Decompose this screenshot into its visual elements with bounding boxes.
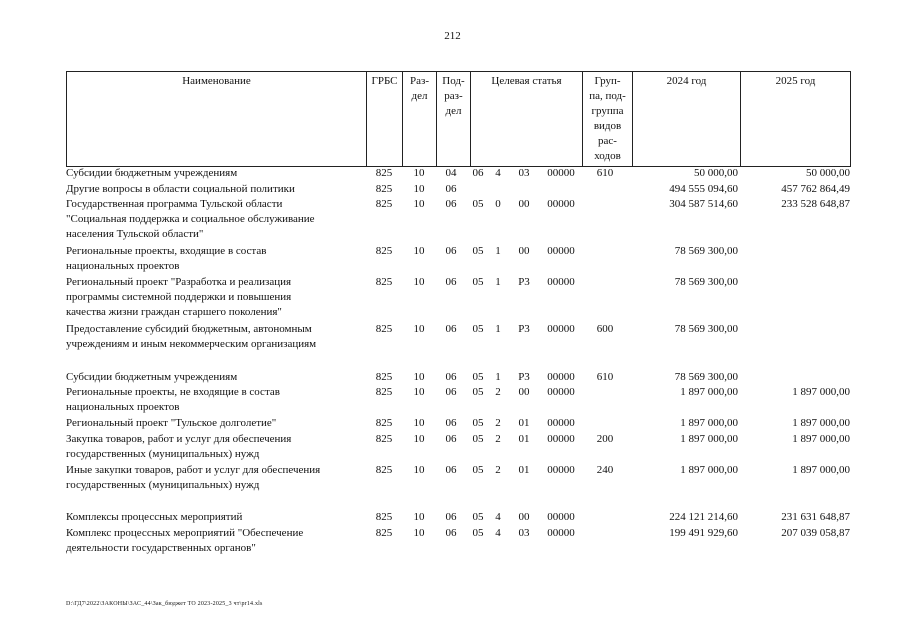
row-razdel: 10 (413, 183, 425, 195)
header-grbs: ГРБС (367, 72, 403, 167)
row-target-direction: 00000 (547, 276, 575, 288)
row-amount-2024: 50 000,00 (694, 167, 738, 179)
row-target-activity: 03 (518, 167, 530, 179)
header-podrazdel: Под- раз- дел (437, 72, 471, 167)
row-target-program: 05 (472, 511, 484, 523)
row-podrazdel: 06 (445, 417, 457, 429)
row-target-program: 05 (472, 527, 484, 539)
row-target-subprogram: 2 (495, 386, 501, 398)
row-grbs: 825 (375, 386, 393, 398)
row-target-activity: 00 (518, 386, 530, 398)
table-row (66, 526, 850, 557)
table-row (66, 244, 850, 275)
row-amount-2025: 1 897 000,00 (792, 464, 850, 476)
row-razdel: 10 (413, 167, 425, 179)
row-amount-2024: 1 897 000,00 (680, 386, 738, 398)
row-target-subprogram: 2 (495, 433, 501, 445)
row-grbs: 825 (375, 417, 393, 429)
page-number: 212 (444, 30, 461, 42)
row-razdel: 10 (413, 198, 425, 210)
row-podrazdel: 06 (445, 511, 457, 523)
row-name: Региональный проект "Разработка и реализация программы системной поддержки и повышения качества жизни граждан старшего поколения" (66, 276, 292, 318)
row-amount-2025: 231 631 648,87 (781, 511, 850, 523)
row-target-activity: 01 (518, 433, 530, 445)
row-grbs: 825 (375, 511, 393, 523)
table-row (66, 385, 850, 416)
row-expense-group: 200 (596, 433, 614, 445)
table-row (66, 275, 850, 322)
row-target-subprogram: 4 (495, 527, 501, 539)
row-grbs: 825 (375, 167, 393, 179)
row-name: Комплекс процессных мероприятий "Обеспечение деятельности государственных органов" (66, 527, 304, 554)
header-year-2025: 2025 год (741, 72, 851, 167)
table-row (66, 463, 850, 510)
row-podrazdel: 06 (445, 245, 457, 257)
row-target-program: 05 (472, 323, 484, 335)
row-amount-2024: 1 897 000,00 (680, 417, 738, 429)
row-target-direction: 00000 (547, 167, 575, 179)
table-row (66, 322, 850, 370)
row-target-subprogram: 0 (495, 198, 501, 210)
row-target-activity: 00 (518, 198, 530, 210)
row-amount-2025: 1 897 000,00 (792, 433, 850, 445)
row-razdel: 10 (413, 464, 425, 476)
row-target-direction: 00000 (547, 511, 575, 523)
row-razdel: 10 (413, 433, 425, 445)
row-podrazdel: 06 (445, 198, 457, 210)
row-target-program: 06 (472, 167, 484, 179)
row-target-direction: 00000 (547, 198, 575, 210)
row-target-subprogram: 2 (495, 464, 501, 476)
row-podrazdel: 06 (445, 464, 457, 476)
row-razdel: 10 (413, 527, 425, 539)
row-podrazdel: 06 (445, 386, 457, 398)
row-target-direction: 00000 (547, 371, 575, 383)
row-razdel: 10 (413, 245, 425, 257)
row-target-direction: 00000 (547, 386, 575, 398)
row-target-subprogram: 4 (495, 511, 501, 523)
row-amount-2025: 233 528 648,87 (781, 198, 850, 210)
row-target-direction: 00000 (547, 527, 575, 539)
table-row (66, 370, 850, 385)
header-razdel: Раз- дел (403, 72, 437, 167)
row-target-program: 05 (472, 386, 484, 398)
row-grbs: 825 (375, 183, 393, 195)
row-grbs: 825 (375, 323, 393, 335)
row-razdel: 10 (413, 276, 425, 288)
row-target-direction: 00000 (547, 245, 575, 257)
row-razdel: 10 (413, 323, 425, 335)
row-target-direction: 00000 (547, 323, 575, 335)
header-expense-group: Груп- па, под- группа видов рас- ходов (583, 72, 633, 167)
row-amount-2025: 1 897 000,00 (792, 417, 850, 429)
row-amount-2024: 199 491 929,60 (669, 527, 738, 539)
row-name: Региональные проекты, входящие в состав национальных проектов (66, 245, 267, 272)
row-amount-2024: 78 569 300,00 (674, 371, 738, 383)
table-header (66, 71, 851, 167)
row-target-program: 05 (472, 276, 484, 288)
row-amount-2025: 207 039 058,87 (781, 527, 850, 539)
row-target-activity: 01 (518, 417, 530, 429)
row-amount-2024: 494 555 094,60 (669, 183, 738, 195)
row-name: Субсидии бюджетным учреждениям (66, 371, 238, 383)
row-amount-2025: 1 897 000,00 (792, 386, 850, 398)
table-row (66, 182, 850, 197)
row-name: Иные закупки товаров, работ и услуг для обеспечения государственных (муниципальных) нужд (66, 464, 321, 491)
row-podrazdel: 06 (445, 433, 457, 445)
row-podrazdel: 06 (445, 183, 457, 195)
row-podrazdel: 06 (445, 527, 457, 539)
row-target-subprogram: 4 (495, 167, 501, 179)
row-podrazdel: 04 (445, 167, 457, 179)
row-amount-2024: 78 569 300,00 (674, 323, 738, 335)
header-name: Наименование (67, 72, 367, 167)
table-row (66, 197, 850, 244)
row-target-program: 05 (472, 417, 484, 429)
row-amount-2024: 78 569 300,00 (674, 276, 738, 288)
row-razdel: 10 (413, 417, 425, 429)
table-row (66, 166, 850, 182)
table-row (66, 416, 850, 432)
row-name: Комплексы процессных мероприятий (66, 511, 243, 523)
row-target-subprogram: 2 (495, 417, 501, 429)
row-target-program: 05 (472, 198, 484, 210)
row-target-program: 05 (472, 433, 484, 445)
header-target-article: Целевая статья (471, 72, 583, 167)
header-year-2024: 2024 год (633, 72, 741, 167)
row-target-program: 05 (472, 464, 484, 476)
row-target-activity: 01 (518, 464, 530, 476)
row-name: Государственная программа Тульской области "Социальная поддержка и социальное обслуживание населения Тульской области" (66, 198, 315, 240)
table-row (66, 432, 850, 463)
row-target-activity: P3 (518, 276, 530, 288)
row-name: Предоставление субсидий бюджетным, автономным учреждениям и иным некоммерческим организациям (66, 323, 317, 350)
row-amount-2025: 457 762 864,49 (781, 183, 850, 195)
row-target-activity: P3 (518, 371, 530, 383)
row-target-program: 05 (472, 245, 484, 257)
row-amount-2024: 78 569 300,00 (674, 245, 738, 257)
row-expense-group: 600 (596, 323, 614, 335)
row-name: Другие вопросы в области социальной политики (66, 183, 295, 195)
table-row (66, 510, 850, 526)
row-target-activity: 00 (518, 245, 530, 257)
row-target-activity: 00 (518, 511, 530, 523)
row-target-direction: 00000 (547, 417, 575, 429)
row-amount-2024: 224 121 214,60 (669, 511, 738, 523)
row-razdel: 10 (413, 386, 425, 398)
table-body (66, 166, 850, 557)
row-podrazdel: 06 (445, 276, 457, 288)
row-podrazdel: 06 (445, 323, 457, 335)
row-target-direction: 00000 (547, 464, 575, 476)
row-target-direction: 00000 (547, 433, 575, 445)
row-expense-group: 610 (596, 371, 614, 383)
row-grbs: 825 (375, 276, 393, 288)
row-podrazdel: 06 (445, 371, 457, 383)
row-target-subprogram: 1 (495, 323, 501, 335)
row-name: Региональные проекты, не входящие в состав национальных проектов (66, 386, 280, 413)
row-target-subprogram: 1 (495, 276, 501, 288)
row-amount-2025: 50 000,00 (806, 167, 850, 179)
row-grbs: 825 (375, 464, 393, 476)
row-grbs: 825 (375, 245, 393, 257)
row-grbs: 825 (375, 527, 393, 539)
row-expense-group: 610 (596, 167, 614, 179)
row-target-subprogram: 1 (495, 245, 501, 257)
row-grbs: 825 (375, 198, 393, 210)
row-grbs: 825 (375, 433, 393, 445)
row-name: Региональный проект "Тульское долголетие" (66, 417, 277, 429)
row-razdel: 10 (413, 371, 425, 383)
row-target-subprogram: 1 (495, 371, 501, 383)
row-grbs: 825 (375, 371, 393, 383)
row-target-activity: P3 (518, 323, 530, 335)
row-name: Закупка товаров, работ и услуг для обеспечения государственных (муниципальных) нужд (66, 433, 292, 460)
row-expense-group: 240 (596, 464, 614, 476)
row-target-activity: 03 (518, 527, 530, 539)
row-amount-2024: 1 897 000,00 (680, 464, 738, 476)
row-razdel: 10 (413, 511, 425, 523)
file-path-footer: D:\ГД7\2022\ЗАКОНЫ\ЗАС_44\Зак_бюджет ТО 2023-2025_3 чт\pr14.xls (66, 601, 263, 607)
row-name: Субсидии бюджетным учреждениям (66, 167, 238, 179)
row-amount-2024: 1 897 000,00 (680, 433, 738, 445)
row-target-program: 05 (472, 371, 484, 383)
row-amount-2024: 304 587 514,60 (669, 198, 738, 210)
